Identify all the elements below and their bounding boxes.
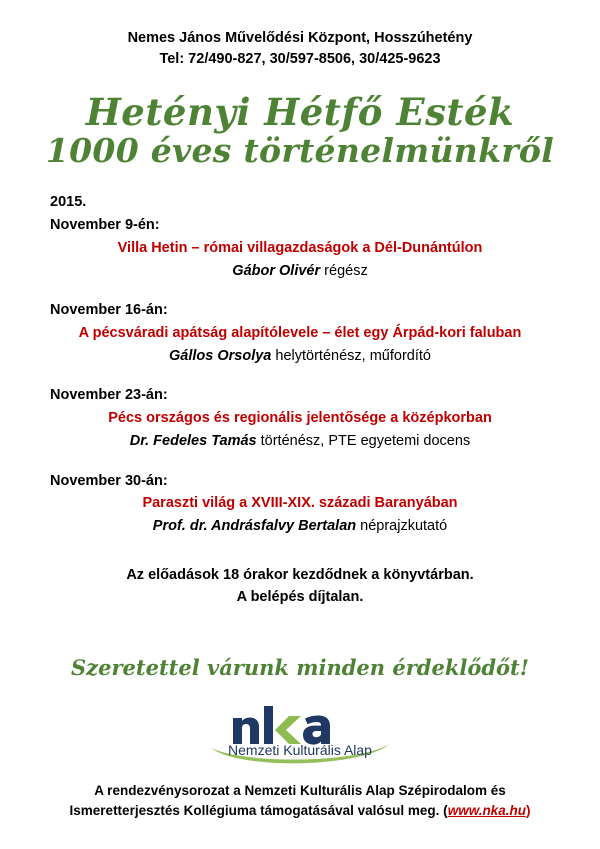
presenter-name: Gállos Orsolya (169, 347, 272, 364)
entry-presenter (30, 430, 570, 452)
entry-title: Pécs országos és regionális jelentősége a középkorban (108, 409, 492, 426)
entry-title: Villa Hetin – római villagazdaságok a Dél-Dunántúlon (117, 239, 483, 256)
sponsor-footer (30, 781, 570, 822)
greeting-text: Szeretettel várunk minden érdeklődőt! (71, 654, 529, 680)
title-line-2: 1000 éves történelmünkről (45, 131, 555, 171)
program-entry (30, 470, 570, 538)
event-info (30, 564, 570, 609)
venue-name: Nemes János Művelődési Központ, Hosszúhetény (127, 30, 473, 46)
entry-title: Paraszti világ a XVIII-XIX. századi Baranyában (142, 495, 458, 512)
entry-date: November 9-én: (50, 217, 160, 234)
program-entry (30, 299, 570, 367)
program-entry (30, 214, 570, 282)
entry-title: A pécsváradi apátság alapítólevele – élet egy Árpád-kori faluban (78, 324, 522, 341)
info-admission: A belépés díjtalan. (236, 589, 364, 606)
program-entry (30, 384, 570, 452)
presenter-role: néprajzkutató (360, 518, 448, 535)
footer-line-1: A rendezvénysorozat a Nemzeti Kulturális Alap Szépirodalom és (94, 782, 506, 798)
presenter-name: Gábor Olivér (232, 262, 321, 279)
footer-text-prefix: Ismeretterjesztés Kollégiuma támogatásával valósul meg. ( (69, 802, 448, 818)
presenter-role: régész (324, 262, 368, 279)
entry-date: November 23-án: (50, 387, 168, 404)
venue-phone: Tel: 72/490-827, 30/597-8506, 30/425-9623 (159, 51, 441, 68)
entry-presenter (30, 345, 570, 367)
sponsor-logo-wrap (30, 704, 570, 771)
entry-presenter (30, 515, 570, 537)
presenter-name: Dr. Fedeles Tamás (129, 433, 257, 450)
nka-logo (185, 704, 415, 766)
nka-website-link[interactable]: www.nka.hu (447, 802, 526, 818)
presenter-role: helytörténész, műfordító (275, 347, 431, 364)
program-list (30, 192, 570, 537)
title-line-1: Hetényi Hétfő Esték (85, 90, 515, 135)
info-time: Az előadások 18 órakor kezdődnek a könyvtárban. (126, 566, 474, 583)
venue-header (30, 28, 570, 70)
poster-title (30, 92, 570, 170)
presenter-name: Prof. dr. Andrásfalvy Bertalan (152, 518, 357, 535)
presenter-role: történész, PTE egyetemi docens (260, 433, 471, 450)
nka-logo-caption: Nemzeti Kulturális Alap (228, 741, 372, 758)
footer-line-2 (58, 801, 542, 821)
entry-date: November 30-án: (50, 472, 168, 489)
entry-presenter (30, 260, 570, 282)
program-year: 2015. (50, 194, 87, 211)
footer-text-suffix: ) (525, 802, 531, 818)
entry-date: November 16-án: (50, 302, 168, 319)
